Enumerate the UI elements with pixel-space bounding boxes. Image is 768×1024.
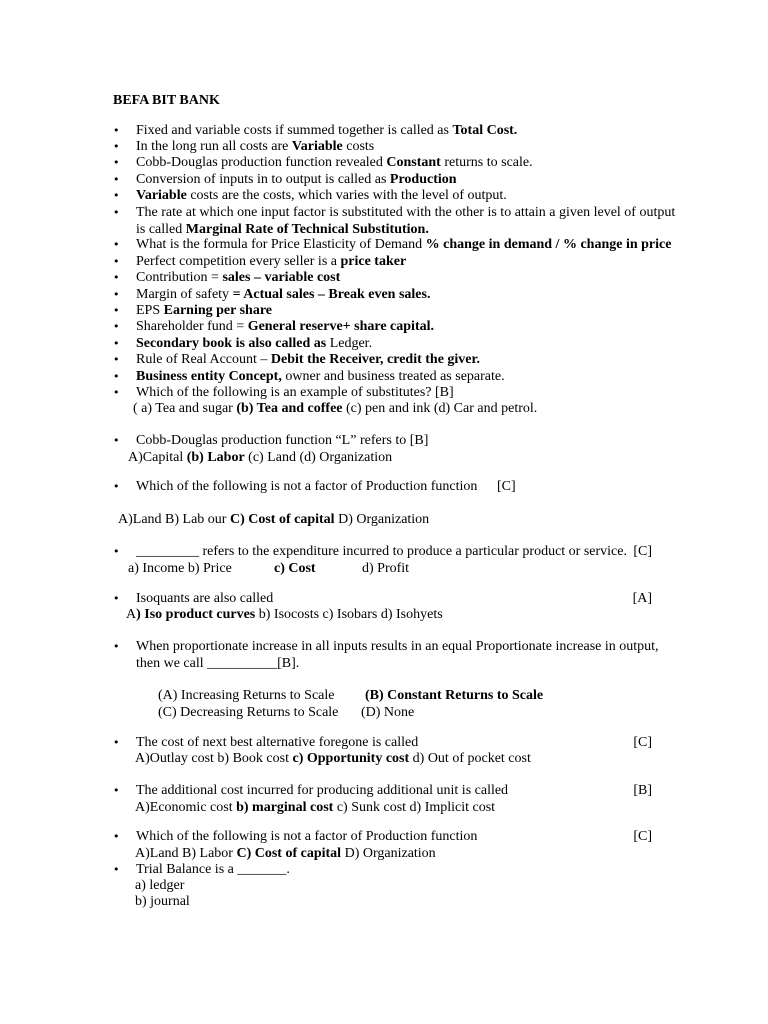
- list-item: • Variable costs are the costs, which varies with the level of output.: [136, 188, 676, 205]
- question-production-factor: • Which of the following is not a factor of Production function [C]: [136, 479, 676, 496]
- answer-tag: [C]: [497, 479, 516, 494]
- question-marginal-cost: • The additional cost incurred for producing additional unit is called [B]: [136, 783, 652, 800]
- trial-balance-option-a: a) ledger: [135, 878, 185, 893]
- list-item: • What is the formula for Price Elasticity of Demand % change in demand / % change in price: [136, 237, 676, 254]
- list-item: • Contribution = sales – variable cost: [136, 270, 676, 287]
- list-item: • Perfect competition every seller is a price taker: [136, 254, 676, 271]
- question-production-factor-2-options: A)Land B) Labor C) Cost of capital D) Organization: [135, 846, 436, 861]
- question-cobb-douglas-l: • Cobb-Douglas production function “L” refers to [B]: [136, 433, 676, 450]
- question-isoquants-options: A) Iso product curves b) Isocosts c) Isobars d) Isohyets: [126, 607, 443, 622]
- question-opportunity-cost-options: A)Outlay cost b) Book cost c) Opportunity cost d) Out of pocket cost: [135, 751, 531, 766]
- trial-balance-option-b: b) journal: [135, 894, 190, 909]
- question-marginal-cost-options: A)Economic cost b) marginal cost c) Sunk cost d) Implicit cost: [135, 800, 496, 815]
- question-cobb-douglas-l-options: A)Capital (b) Labor (c) Land (d) Organization: [128, 450, 393, 465]
- list-item: • Conversion of inputs in to output is called as Production: [136, 172, 676, 189]
- option-a: (A) Increasing Returns to Scale: [158, 688, 335, 703]
- option-c: (C) Decreasing Returns to Scale: [158, 705, 339, 720]
- answer-tag: [C]: [633, 735, 652, 750]
- question-opportunity-cost: • The cost of next best alternative foregone is called [C]: [136, 735, 652, 752]
- question-production-factor-options: A)Land B) Lab our C) Cost of capital D) Organization: [118, 512, 430, 527]
- list-item: • The rate at which one input factor is substituted with the other is to attain a given level of output is called Marginal Rate of Technical Substitution.: [136, 205, 676, 238]
- question-expenditure-options: a) Income b) Price c) Cost d) Profit: [128, 561, 410, 576]
- question-substitutes: • Which of the following is an example of substitutes? [B]: [136, 385, 676, 402]
- list-item: • Business entity Concept, owner and business treated as separate.: [136, 369, 676, 386]
- list-item: • Shareholder fund = General reserve+ share capital.: [136, 319, 676, 336]
- option-b-answer: (B) Constant Returns to Scale: [365, 688, 544, 703]
- answer-tag: [C]: [633, 544, 652, 559]
- answer-tag: [C]: [633, 829, 652, 844]
- list-item: • Secondary book is also called as Ledger.: [136, 336, 676, 353]
- document-title: BEFA BIT BANK: [113, 93, 220, 108]
- question-returns-to-scale: • When proportionate increase in all inputs results in an equal Proportionate increase in output, then we call __________[B].: [136, 639, 666, 672]
- question-substitutes-options: ( a) Tea and sugar (b) Tea and coffee (c) pen and ink (d) Car and petrol.: [133, 401, 538, 416]
- question-isoquants: • Isoquants are also called [A]: [136, 591, 652, 608]
- question-production-factor-2: • Which of the following is not a factor of Production function [C]: [136, 829, 652, 846]
- question-expenditure: • _________ refers to the expenditure incurred to produce a particular product or service. [C]: [136, 544, 652, 561]
- list-item: • Rule of Real Account – Debit the Receiver, credit the giver.: [136, 352, 676, 369]
- list-item: • Margin of safety = Actual sales – Break even sales.: [136, 287, 676, 304]
- list-item: • In the long run all costs are Variable costs: [136, 139, 676, 156]
- answer-tag: [B]: [633, 783, 652, 798]
- option-d: (D) None: [361, 705, 415, 720]
- question-trial-balance: • Trial Balance is a _______.: [136, 862, 676, 879]
- list-item: • Fixed and variable costs if summed together is called as Total Cost.: [136, 123, 676, 140]
- list-item: • EPS Earning per share: [136, 303, 676, 320]
- answer-tag: [A]: [632, 591, 652, 606]
- list-item: • Cobb-Douglas production function revealed Constant returns to scale.: [136, 155, 676, 172]
